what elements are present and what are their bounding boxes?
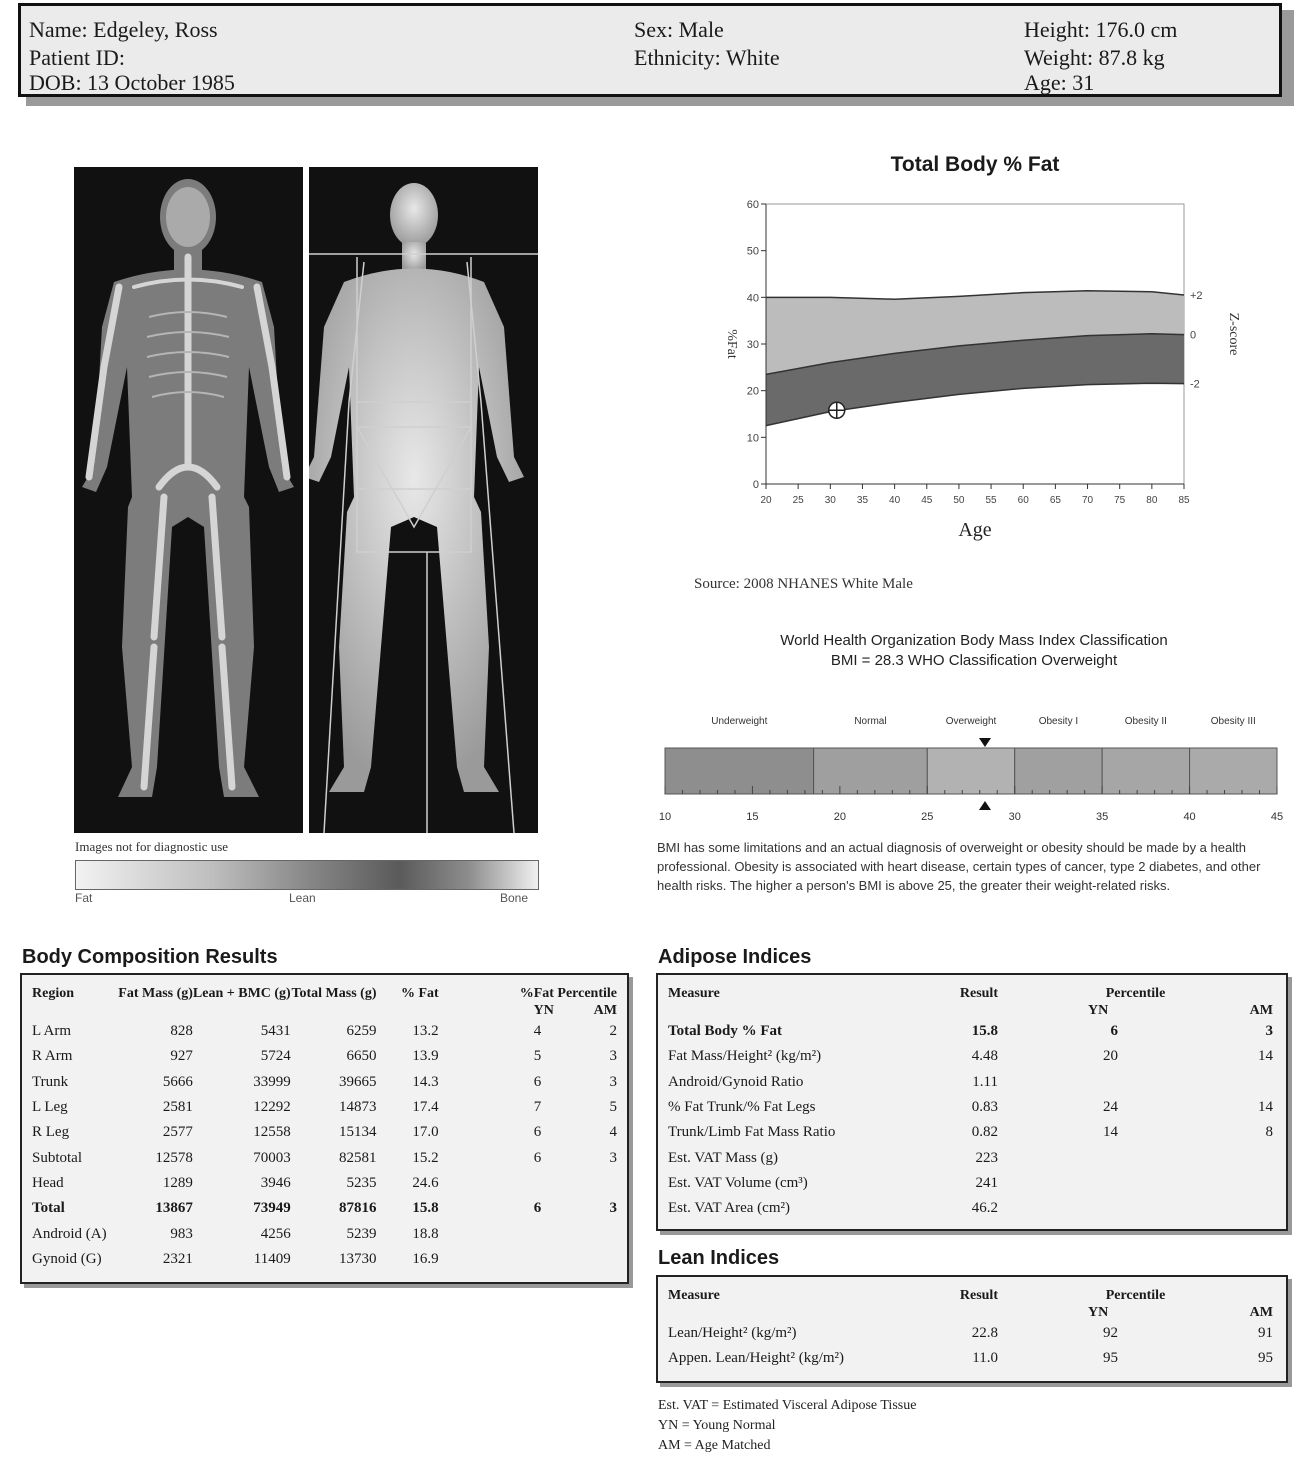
table-cell: 5431: [260, 1023, 291, 1040]
table-cell: [1118, 1145, 1273, 1170]
table-cell: 33999: [253, 1073, 291, 1090]
lean-header-percentile: [998, 1287, 1273, 1321]
bmi-tick-label: 45: [1270, 811, 1284, 823]
table-cell: [1118, 1196, 1273, 1221]
table-cell: 20: [1103, 1048, 1118, 1065]
table-cell: 24: [1103, 1099, 1118, 1116]
scale-label-lean: Lean: [289, 891, 316, 905]
adipose-rows: [668, 1019, 1273, 1221]
table-cell: 15.8: [412, 1200, 439, 1217]
table-row: [668, 1196, 1273, 1221]
header-fat-mass: Fat Mass (g): [118, 986, 193, 1001]
bmi-category-label: Obesity II: [1124, 716, 1167, 727]
table-row: [32, 1120, 617, 1145]
table-cell: [541, 1171, 617, 1196]
table-row: [32, 1145, 617, 1170]
table-cell: Trunk/Limb Fat Mass Ratio: [668, 1124, 836, 1141]
bmi-category-label: Normal: [854, 716, 887, 727]
adipose-header-percentile: [998, 985, 1273, 1019]
footnote-yn: YN = Young Normal: [658, 1418, 776, 1433]
header-am: AM: [593, 1003, 617, 1018]
table-row: [32, 1019, 617, 1044]
z-tick-label: 0: [1190, 329, 1197, 342]
bmi-tick-label: 35: [1096, 811, 1109, 823]
table-cell: [439, 1247, 542, 1272]
scale-label-fat: Fat: [75, 891, 93, 905]
bmi-category-label: Underweight: [711, 716, 768, 727]
table-cell: 91: [1258, 1325, 1273, 1342]
table-row: [32, 1221, 617, 1246]
bmi-segment-5: [1190, 748, 1277, 794]
patient-name: Name: Edgeley, Ross: [29, 17, 218, 42]
table-cell: 24.6: [412, 1174, 439, 1191]
bmi-category-label: Overweight: [945, 716, 997, 727]
bmi-segment-3: [1015, 748, 1102, 794]
patient-dob: DOB: 13 October 1985: [29, 70, 235, 95]
table-cell: Lean/Height² (kg/m²): [668, 1325, 797, 1342]
table-cell: Gynoid (G): [32, 1250, 102, 1267]
adipose-header-measure: Measure: [668, 986, 720, 1001]
y-tick-label: 50: [746, 245, 759, 258]
skeletal-body-figure: [74, 167, 303, 833]
bmi-segment-1: [814, 748, 928, 794]
table-cell: Est. VAT Mass (g): [668, 1149, 779, 1166]
table-cell: [1118, 1171, 1273, 1196]
adipose-header-sub: [998, 1002, 1273, 1019]
table-cell: 18.8: [412, 1225, 439, 1242]
table-cell: [998, 1145, 1118, 1170]
table-cell: 3: [609, 1048, 617, 1065]
adipose-header-percentile-label: Percentile: [1105, 986, 1166, 1001]
x-tick-label: 30: [824, 495, 836, 506]
table-cell: 6: [533, 1149, 542, 1166]
table-cell: 17.0: [412, 1124, 439, 1141]
table-cell: 17.4: [412, 1099, 439, 1116]
bmi-tick-label: 40: [1183, 811, 1196, 823]
header-region: Region: [32, 986, 74, 1001]
table-cell: Android (A): [32, 1225, 107, 1242]
table-cell: 223: [975, 1149, 998, 1166]
tissue-density-scale: [75, 860, 539, 890]
x-tick-label: 45: [921, 495, 933, 506]
table-cell: [541, 1221, 617, 1246]
table-cell: 5: [533, 1048, 542, 1065]
table-row: [32, 1171, 617, 1196]
header-percentile-sub: [439, 1002, 617, 1019]
table-cell: Est. VAT Volume (cm³): [668, 1174, 808, 1191]
table-row: [668, 1171, 1273, 1196]
x-tick-label: 80: [1146, 495, 1158, 506]
table-cell: 11409: [253, 1250, 291, 1267]
patient-id: Patient ID:: [29, 45, 125, 70]
x-axis-label: Age: [958, 519, 992, 541]
bmi-segment-2: [927, 748, 1014, 794]
adipose-table-box: [656, 973, 1288, 1231]
table-cell: 5724: [260, 1048, 291, 1065]
table-cell: R Arm: [32, 1048, 73, 1065]
table-cell: 15.2: [412, 1149, 439, 1166]
table-cell: 1289: [162, 1174, 193, 1191]
table-cell: 39665: [339, 1073, 377, 1090]
bmi-category-label: Obesity I: [1038, 716, 1079, 727]
table-cell: 5239: [346, 1225, 377, 1242]
lean-header-am: AM: [1249, 1305, 1273, 1320]
x-tick-label: 40: [889, 495, 901, 506]
bmi-tick-label: 25: [921, 811, 934, 823]
table-cell: 14873: [339, 1099, 377, 1116]
table-cell: 6: [1110, 1023, 1118, 1040]
header-lean-bmc: Lean + BMC (g): [192, 986, 291, 1001]
table-cell: Head: [32, 1174, 64, 1191]
table-cell: Fat Mass/Height² (kg/m²): [668, 1048, 822, 1065]
table-cell: [1118, 1070, 1273, 1095]
table-row: [32, 1044, 617, 1069]
header-percentile-label: %Fat Percentile: [519, 986, 617, 1001]
header-yn: YN: [533, 1003, 554, 1018]
table-cell: [541, 1247, 617, 1272]
table-cell: 2: [609, 1023, 617, 1040]
y-tick-label: 10: [746, 432, 759, 445]
z-tick-label: -2: [1190, 378, 1200, 391]
lean-header-measure: Measure: [668, 1288, 720, 1303]
table-cell: [998, 1196, 1118, 1221]
table-cell: Appen. Lean/Height² (kg/m²): [668, 1350, 845, 1367]
table-cell: L Leg: [32, 1099, 68, 1116]
density-scan-image: [309, 167, 538, 833]
lean-header-yn: YN: [1088, 1305, 1109, 1320]
table-cell: Total: [32, 1200, 65, 1217]
skeletal-scan-image: [74, 167, 303, 833]
lean-table: [668, 1287, 1273, 1372]
table-cell: 14: [1103, 1124, 1118, 1141]
bmi-tick-label: 15: [746, 811, 759, 823]
bmi-tick-label: 20: [833, 811, 846, 823]
table-cell: 7: [533, 1099, 542, 1116]
table-cell: 983: [170, 1225, 193, 1242]
table-cell: 6259: [346, 1023, 377, 1040]
lean-table-box: [656, 1275, 1288, 1383]
images-disclaimer: Images not for diagnostic use: [75, 839, 229, 854]
lean-header-sub: [998, 1304, 1273, 1321]
lean-title: Lean Indices: [658, 1247, 780, 1269]
table-cell: 1.11: [972, 1073, 998, 1090]
adipose-header-yn: YN: [1088, 1003, 1109, 1018]
table-cell: 2581: [162, 1099, 193, 1116]
y-tick-label: 40: [746, 292, 759, 305]
bmi-subheading: BMI = 28.3 WHO Classification Overweight: [830, 652, 1118, 669]
x-tick-label: 55: [985, 495, 997, 506]
table-cell: 6650: [346, 1048, 377, 1065]
x-tick-label: 50: [953, 495, 965, 506]
fat-chart: [690, 190, 1250, 550]
chart-title: Total Body % Fat: [890, 153, 1060, 176]
table-cell: 5: [609, 1099, 617, 1116]
table-cell: 0.83: [971, 1099, 998, 1116]
bmi-scale: [655, 706, 1291, 824]
table-row: [32, 1070, 617, 1095]
bmi-category-label: Obesity III: [1210, 716, 1256, 727]
y-tick-label: 30: [746, 339, 759, 351]
table-row: [668, 1019, 1273, 1044]
table-row: [668, 1346, 1273, 1371]
density-body-figure: [309, 167, 538, 833]
table-cell: [998, 1070, 1118, 1095]
table-cell: 87816: [339, 1200, 377, 1217]
y-tick-label: 60: [746, 199, 759, 211]
table-cell: 3946: [260, 1174, 291, 1191]
table-cell: R Leg: [32, 1124, 70, 1141]
bmi-heading: World Health Organization Body Mass Index Classification: [780, 632, 1168, 649]
table-row: [668, 1321, 1273, 1346]
table-cell: 241: [975, 1174, 998, 1191]
x-tick-label: 25: [792, 495, 804, 506]
x-tick-label: 60: [1017, 495, 1029, 506]
table-row: [668, 1070, 1273, 1095]
table-cell: 927: [170, 1048, 193, 1065]
x-tick-label: 20: [760, 495, 772, 506]
bmi-tick-label: 30: [1008, 811, 1021, 823]
y-axis-label: %Fat: [724, 329, 739, 359]
lean-header-percentile-label: Percentile: [1105, 1288, 1166, 1303]
z-tick-label: +2: [1190, 290, 1203, 302]
adipose-header-result: Result: [959, 986, 998, 1001]
table-cell: 14: [1258, 1048, 1273, 1065]
table-cell: 82581: [339, 1149, 377, 1166]
bmi-disclaimer: BMI has some limitations and an actual diagnosis of overweight or obesity should be made by a health professional. Obesity is associated with heart disease, certain types of cancer, type 2 diabetes, and other health risks. The higher a person's BMI is above 25, the greater their weight-related risks.: [657, 840, 1261, 893]
table-cell: 6: [533, 1073, 542, 1090]
table-cell: 4256: [260, 1225, 291, 1242]
table-cell: 0.82: [971, 1124, 998, 1141]
table-cell: 828: [170, 1023, 193, 1040]
table-cell: [439, 1221, 542, 1246]
scale-label-bone: Bone: [500, 891, 529, 905]
table-cell: 3: [609, 1200, 617, 1217]
table-cell: 14: [1258, 1099, 1273, 1116]
body-comp-table: [32, 985, 617, 1272]
table-row: [668, 1095, 1273, 1120]
bmi-segment-4: [1102, 748, 1189, 794]
y-tick-label: 0: [752, 479, 759, 491]
bmi-segment-0: [665, 748, 814, 794]
table-cell: Android/Gynoid Ratio: [668, 1073, 804, 1090]
patient-header: [18, 3, 1282, 97]
table-cell: 6: [533, 1200, 542, 1217]
table-cell: [998, 1171, 1118, 1196]
table-cell: 12558: [253, 1124, 291, 1141]
table-cell: 16.9: [412, 1250, 439, 1267]
patient-ethnicity: Ethnicity: White: [634, 45, 780, 70]
body-comp-title: Body Composition Results: [22, 946, 278, 968]
adipose-title: Adipose Indices: [658, 946, 812, 968]
table-row: [32, 1247, 617, 1272]
footnote-am: AM = Age Matched: [658, 1438, 771, 1453]
header-percentile: [439, 985, 617, 1019]
table-cell: 22.8: [971, 1325, 998, 1342]
table-cell: 13867: [155, 1200, 193, 1217]
x-tick-label: 75: [1114, 495, 1126, 506]
x-tick-label: 65: [1049, 495, 1061, 506]
header-total-mass: Total Mass (g): [291, 986, 377, 1001]
patient-age: Age: 31: [1024, 70, 1095, 95]
table-cell: 2577: [162, 1124, 193, 1141]
table-cell: 12292: [253, 1099, 291, 1116]
table-cell: 95: [1103, 1350, 1118, 1367]
table-cell: 12578: [155, 1149, 193, 1166]
table-cell: 70003: [253, 1149, 291, 1166]
table-cell: 95: [1258, 1350, 1273, 1367]
x-tick-label: 70: [1081, 495, 1094, 506]
bmi-marker-top: [979, 738, 991, 747]
table-row: [32, 1196, 617, 1221]
bmi-tick-label: 10: [658, 811, 672, 823]
table-cell: 13730: [339, 1250, 377, 1267]
table-cell: 13.9: [412, 1048, 439, 1065]
table-cell: Trunk: [32, 1073, 69, 1090]
footnotes: [658, 1396, 916, 1456]
chart-source: Source: 2008 NHANES White Male: [694, 576, 913, 592]
table-cell: 3: [609, 1073, 617, 1090]
table-cell: 6: [533, 1124, 542, 1141]
table-cell: Total Body % Fat: [668, 1023, 783, 1040]
table-cell: 8: [1265, 1124, 1273, 1141]
table-cell: Est. VAT Area (cm²): [668, 1200, 790, 1217]
table-cell: 14.3: [412, 1073, 439, 1090]
table-cell: 4: [609, 1124, 617, 1141]
table-cell: [439, 1171, 542, 1196]
table-cell: 5235: [346, 1174, 377, 1191]
table-cell: 13.2: [412, 1023, 439, 1040]
table-cell: 73949: [253, 1200, 291, 1217]
table-cell: L Arm: [32, 1023, 72, 1040]
body-comp-table-box: [20, 973, 629, 1284]
table-row: [668, 1120, 1273, 1145]
table-cell: Subtotal: [32, 1149, 83, 1166]
adipose-table: [668, 985, 1273, 1221]
table-cell: 46.2: [971, 1200, 998, 1217]
header-pct-fat: % Fat: [400, 986, 439, 1001]
table-row: [32, 1095, 617, 1120]
body-comp-rows: [32, 1019, 617, 1272]
patient-height: Height: 176.0 cm: [1024, 17, 1178, 42]
table-cell: 4: [533, 1023, 542, 1040]
bmi-marker-bottom: [979, 801, 991, 810]
patient-weight: Weight: 87.8 kg: [1024, 45, 1165, 70]
table-cell: 2321: [162, 1250, 193, 1267]
table-cell: 3: [609, 1149, 617, 1166]
z-axis-label: Z-score: [1226, 312, 1241, 356]
y-tick-label: 20: [746, 385, 759, 398]
patient-sex: Sex: Male: [634, 17, 724, 42]
table-row: [668, 1145, 1273, 1170]
adipose-header-am: AM: [1249, 1003, 1273, 1018]
table-cell: 4.48: [971, 1048, 998, 1065]
table-cell: 5666: [162, 1073, 193, 1090]
table-cell: 11.0: [972, 1350, 998, 1367]
table-row: [668, 1044, 1273, 1069]
x-tick-label: 35: [856, 495, 869, 506]
x-tick-label: 85: [1178, 495, 1190, 506]
table-cell: % Fat Trunk/% Fat Legs: [668, 1099, 816, 1116]
lean-rows: [668, 1321, 1273, 1372]
table-cell: 92: [1103, 1325, 1118, 1342]
lean-header-result: Result: [959, 1288, 998, 1303]
table-cell: 15134: [339, 1124, 377, 1141]
footnote-vat: Est. VAT = Estimated Visceral Adipose Tissue: [658, 1398, 917, 1413]
table-cell: 15.8: [971, 1023, 998, 1040]
table-cell: 3: [1265, 1023, 1273, 1040]
